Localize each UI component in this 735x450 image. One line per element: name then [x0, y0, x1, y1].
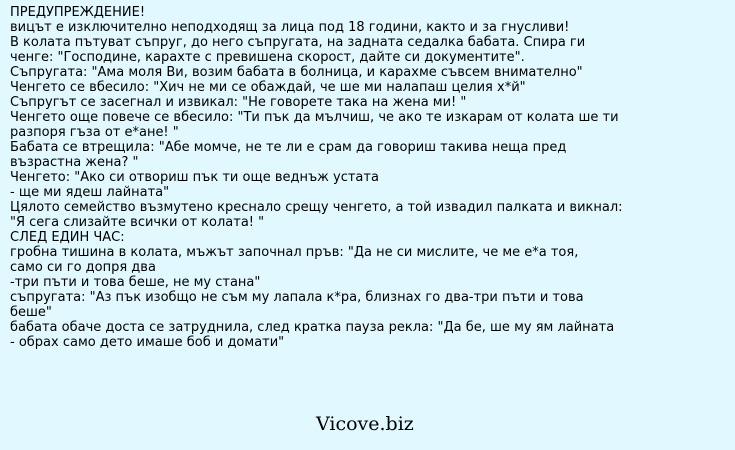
joke-text: ПРЕДУПРЕЖДЕНИЕ! вицът е изключително неподходящ за лица под 18 години, както и за гнусливи! В колата пътуват съпруг, до него съпругата, на задната седалка бабата. Спира ги ченге: "Господине, карахте с превишена скорост, дайте си документите". Съпругата: "Ама моля Ви, возим бабата в болница, и карахме съвсем внимателно" Ченгето се вбесило: "Хич не ми се обаждай, че ше ми налапаш целия х*й" Съпругът се засегнал и извикал: "Не говорете така на жена ми! " Ченгето още повече се вбесило: "Ти пък да мълчиш, че ако те изкарам от колата ше ти разпоря гъза от е*ане! " Бабата се втрещила: "Абе момче, не те ли е срам да говориш такива неща пред възрастна жена? " Ченгето: "Ако си отвориш пък ти още веднъж устата - ще ми ядеш лайната" Цялото семейство възмутено креснало срещу ченгето, а той извадил палката и викнал: "Я сега слизайте всички от колата! " СЛЕД ЕДИН ЧАС: гробна тишина в колата, мъжът започнал пръв: "Да не си мислите, че ме е*а тоя, само си го допря два -три пъти и това беше, не му стана" съпругата: "Аз пък изобщо не съм му лапала к*ра, близнах го два-три пъти и това беше" бабата обаче доста се затруднила, след кратка пауза рекла: "Да бе, ше му ям лайната - обрах само дето имаше боб и домати": [10, 5, 623, 350]
site-watermark: Vicove.biz: [316, 413, 414, 435]
